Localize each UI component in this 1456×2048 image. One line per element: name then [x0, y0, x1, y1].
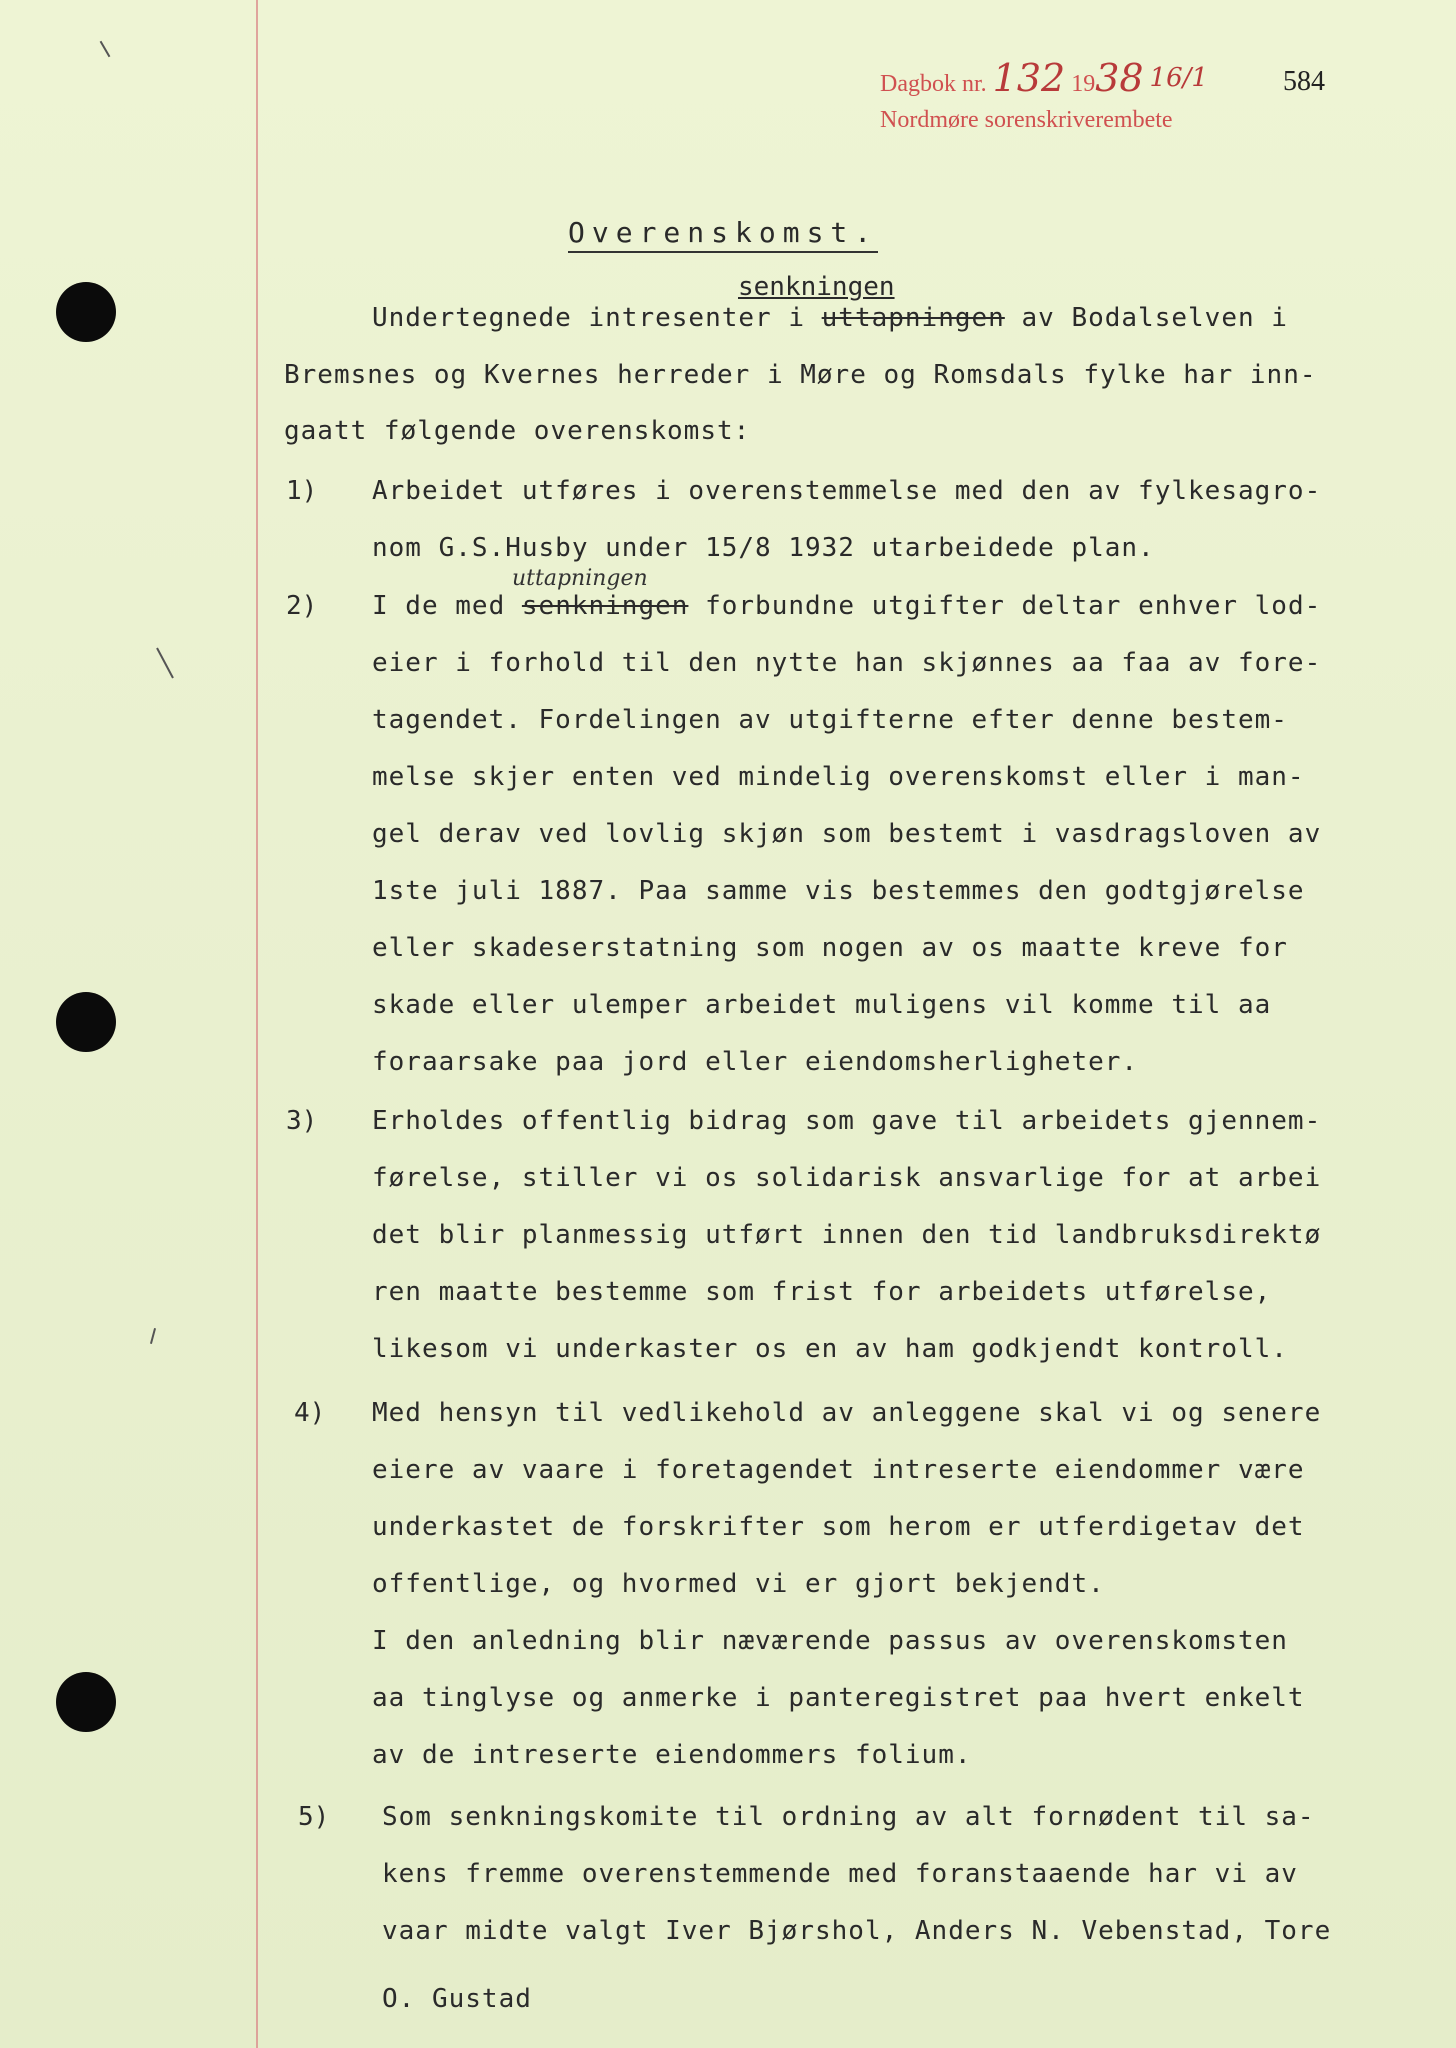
item-3-line-4: ren maatte bestemme som frist for arbeidets utførelse,: [372, 1277, 1272, 1307]
inserted-word: senkningen: [738, 272, 895, 302]
struck-word: uttapningen: [821, 303, 1005, 333]
item-5-line-4: O. Gustad: [382, 1984, 532, 2014]
item-4-line-3: underkastet de forskrifter som herom er utferdigetav det: [372, 1512, 1305, 1542]
item-4-line-7: av de intreserte eiendommers folium.: [372, 1740, 972, 1770]
page-number: 584: [1283, 66, 1325, 97]
punch-hole-middle: [56, 992, 116, 1052]
item-4-line-2: eiere av vaare i foretagendet intreserte eiendommer være: [372, 1455, 1305, 1485]
intro-line-2: Bremsnes og Kvernes herreder i Møre og Romsdals fylke har inn-: [284, 360, 1317, 390]
item-3-line-1: Erholdes offentlig bidrag som gave til arbeidets gjennem-: [372, 1106, 1322, 1136]
margin-mark: [100, 41, 111, 58]
item-5-line-3: vaar midte valgt Iver Bjørshol, Anders N. Vebenstad, Tore: [382, 1916, 1332, 1946]
item-4-line-5: I den anledning blir næværende passus av overenskomsten: [372, 1626, 1288, 1656]
stamp-entry-number: 132: [992, 56, 1066, 100]
red-margin-rule: [256, 0, 258, 2048]
item-2-line-3: tagendet. Fordelingen av utgifterne efter denne bestem-: [372, 705, 1288, 735]
margin-mark: [156, 648, 174, 679]
item-4-line-1: Med hensyn til vedlikehold av anleggene skal vi og senere: [372, 1398, 1322, 1428]
stamp-year-printed: 19: [1071, 71, 1096, 97]
intro-line-3: gaatt følgende overenskomst:: [284, 416, 751, 446]
registry-stamp: [880, 56, 1208, 138]
margin-mark: [150, 1328, 156, 1344]
item-number: 1): [286, 476, 318, 506]
stamp-prefix: Dagbok nr.: [880, 71, 987, 97]
handwritten-insert: uttapningen: [512, 566, 648, 591]
item-5-line-1: Som senkningskomite til ordning av alt fornødent til sa-: [382, 1802, 1315, 1832]
item-2-line-9: foraarsake paa jord eller eiendomsherligheter.: [372, 1047, 1139, 1077]
item-2-line-7: eller skadeserstatning som nogen av os maatte kreve for: [372, 933, 1288, 963]
item-2-line-8: skade eller ulemper arbeidet muligens vil komme til aa: [372, 990, 1272, 1020]
item-2-line-5: gel derav ved lovlig skjøn som bestemt i vasdragsloven av: [372, 819, 1322, 849]
item-3-line-2: førelse, stiller vi os solidarisk ansvarlige for at arbei: [372, 1163, 1322, 1193]
item-3-line-5: likesom vi underkaster os en av ham godkjendt kontroll.: [372, 1334, 1288, 1364]
stamp-date-handwritten: 16/1: [1149, 63, 1208, 93]
item-number: 4): [294, 1398, 326, 1428]
item-number: 5): [298, 1802, 330, 1832]
item-3-line-3: det blir planmessig utført innen den tid landbruksdirektø: [372, 1220, 1322, 1250]
item-4-line-4: offentlige, og hvormed vi er gjort bekjendt.: [372, 1569, 1105, 1599]
document-title: Overenskomst.: [568, 216, 878, 253]
intro-line-1: Undertegnede intresenter i uttapningen av Bodalselven i: [372, 303, 1288, 333]
item-2-line-6: 1ste juli 1887. Paa samme vis bestemmes den godtgjørelse: [372, 876, 1305, 906]
punch-hole-bottom: [56, 1672, 116, 1732]
item-number: 3): [286, 1106, 318, 1136]
struck-word: senkningen: [521, 591, 689, 621]
item-2-line-2: eier i forhold til den nytte han skjønnes aa faa av fore-: [372, 648, 1322, 678]
stamp-office: Nordmøre sorenskriverembete: [880, 107, 1173, 133]
item-4-line-6: aa tinglyse og anmerke i panteregistret paa hvert enkelt: [372, 1683, 1305, 1713]
punch-hole-top: [56, 282, 116, 342]
item-1-line-1: Arbeidet utføres i overenstemmelse med den av fylkesagro-: [372, 476, 1322, 506]
item-5-line-2: kens fremme overenstemmende med foranstaaende har vi av: [382, 1859, 1298, 1889]
item-number: 2): [286, 591, 318, 621]
item-1-line-2: nom G.S.Husby under 15/8 1932 utarbeidede plan.: [372, 533, 1155, 563]
item-2-line-1: I de med senkningen forbundne utgifter deltar enhver lod-: [372, 591, 1322, 621]
stamp-year-handwritten: 38: [1095, 56, 1144, 100]
item-2-line-4: melse skjer enten ved mindelig overenskomst eller i man-: [372, 762, 1305, 792]
